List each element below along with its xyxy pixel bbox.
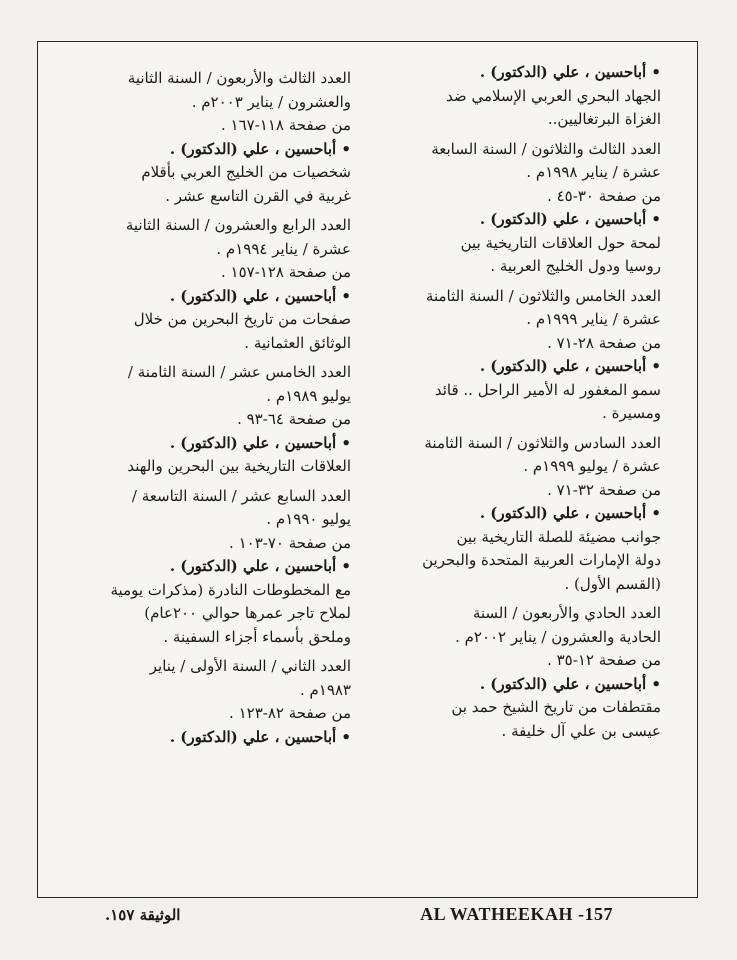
entry-text: وملحق بأسماء أجزاء السفينة . (163, 627, 351, 646)
entry-author: • أباحسين ، علي (الدكتور) . (479, 357, 661, 375)
entry-issue: العدد الثالث والثلاثون / السنة السابعة (431, 139, 661, 158)
bibliography-entry (369, 61, 661, 208)
entry-text: الغزاة البرتغاليين.. (547, 110, 661, 128)
entry-text: والعشرون / يناير ٢٠٠٣م . (191, 92, 351, 111)
entry-author: • أباحسين ، علي (الدكتور) . (479, 210, 661, 228)
entry-text: عشرة / يناير ١٩٩٩م . (526, 310, 661, 328)
footer-page-label-arabic: الوثيقة ١٥٧. (105, 906, 181, 924)
page-footer (0, 902, 737, 932)
bibliography-entry (59, 285, 351, 432)
entry-text: عشرة / يناير ١٩٩٨م . (526, 163, 661, 181)
entry-text: لملاح تاجر عمرها حوالي ٢٠٠عام) (144, 604, 351, 622)
entry-text: عيسى بن علي آل خليفة . (501, 721, 661, 740)
entry-text: ١٩٨٣م . (299, 680, 351, 699)
entry-author: • أباحسين ، علي (الدكتور) . (169, 557, 351, 575)
entry-pages: من صفحة ١٢٨-١٥٧ . (220, 263, 351, 281)
entry-text: (القسم الأول) . (564, 574, 661, 593)
entry-issue: العدد الحادي والأربعون / السنة (472, 604, 661, 622)
entry-text: شخصيات من الخليج العربي بأقلام (141, 163, 351, 181)
entry-text: ومسيرة . (602, 404, 661, 422)
entry-text: الوثائق العثمانية . (244, 333, 351, 352)
entry-issue: العدد الرابع والعشرون / السنة الثانية (125, 216, 351, 234)
entry-issue: العدد السادس والثلاثون / السنة الثامنة (424, 433, 661, 452)
entry-text: الحادية والعشرون / يناير ٢٠٠٢م . (455, 627, 661, 646)
entry-text: سمو المغفور له الأمير الراحل .. قائد (434, 380, 661, 399)
entry-pages: من صفحة ١٢-٣٥ . (547, 651, 661, 669)
entry-text: الجهاد البحري العربي الإسلامي ضد (446, 86, 661, 105)
entry-issue: العدد الخامس والثلاثون / السنة الثامنة (425, 286, 661, 305)
entry-issue: العدد الخامس عشر / السنة الثامنة / (127, 363, 351, 381)
entry-issue: العدد الثالث والأربعون / السنة الثانية (127, 69, 351, 87)
entry-pages: من صفحة ٦٤-٩٣ . (237, 410, 351, 428)
bibliography-entry (369, 502, 661, 673)
bibliography-entry (59, 432, 351, 556)
entry-author: • أباحسين ، علي (الدكتور) . (479, 63, 661, 81)
entry-author: • أباحسين ، علي (الدكتور) . (479, 674, 661, 693)
entry-text: جوانب مضيئة للصلة التاريخية بين (456, 527, 661, 546)
entry-author: • أباحسين ، علي (الدكتور) . (169, 139, 351, 158)
bibliography-entry (369, 355, 661, 502)
bibliography-entry (59, 138, 351, 285)
entry-text: مقتطفات من تاريخ الشيخ حمد بن (451, 698, 661, 716)
bibliography-entry (369, 208, 661, 355)
entry-pages: من صفحة ٧٠-١٠٣ . (229, 533, 351, 552)
entry-text: صفحات من تاريخ البحرين من خلال (133, 310, 351, 328)
entry-text: غربية في القرن التاسع عشر . (165, 186, 351, 205)
entry-pages: من صفحة ٣٠-٤٥ . (547, 186, 661, 205)
entry-text: يوليو ١٩٨٩م . (266, 386, 351, 405)
bibliography-entry (59, 726, 351, 750)
bibliography-entry (59, 67, 351, 138)
entry-author: • أباحسين ، علي (الدكتور) . (479, 504, 661, 522)
entry-text: لمحة حول العلاقات التاريخية بين (460, 233, 661, 252)
entry-text: روسيا ودول الخليج العربية . (490, 257, 661, 275)
entry-pages: من صفحة ٢٨-٧١ . (547, 333, 661, 352)
footer-page-label-latin: AL WATHEEKAH -157 (420, 904, 613, 924)
entry-issue: العدد الثاني / السنة الأولى / يناير (149, 657, 351, 675)
right-column (369, 61, 661, 743)
entry-text: العلاقات التاريخية بين البحرين والهند (127, 457, 351, 475)
entry-pages: من صفحة ٣٢-٧١ . (547, 480, 661, 499)
entry-text: دولة الإمارات العربية المتحدة والبحرين (422, 551, 661, 569)
entry-pages: من صفحة ١١٨-١٦٧ . (220, 116, 351, 134)
entry-text: عشرة / يوليو ١٩٩٩م . (523, 457, 661, 475)
entry-author: • أباحسين ، علي (الدكتور) . (169, 433, 351, 452)
entry-author: • أباحسين ، علي (الدكتور) . (169, 727, 351, 746)
entry-pages: من صفحة ٨٢-١٢٣ . (229, 704, 351, 722)
page-frame (37, 41, 698, 898)
entry-text: مع المخطوطات النادرة (مذكرات يومية (110, 580, 351, 599)
entry-author: • أباحسين ، علي (الدكتور) . (169, 286, 351, 305)
entry-text: عشرة / يناير ١٩٩٤م . (216, 239, 351, 258)
bibliography-entry (59, 555, 351, 726)
entry-text: يوليو ١٩٩٠م . (266, 510, 351, 528)
left-column (59, 61, 351, 749)
bibliography-entry (369, 673, 661, 744)
entry-issue: العدد السابع عشر / السنة التاسعة / (131, 486, 351, 505)
